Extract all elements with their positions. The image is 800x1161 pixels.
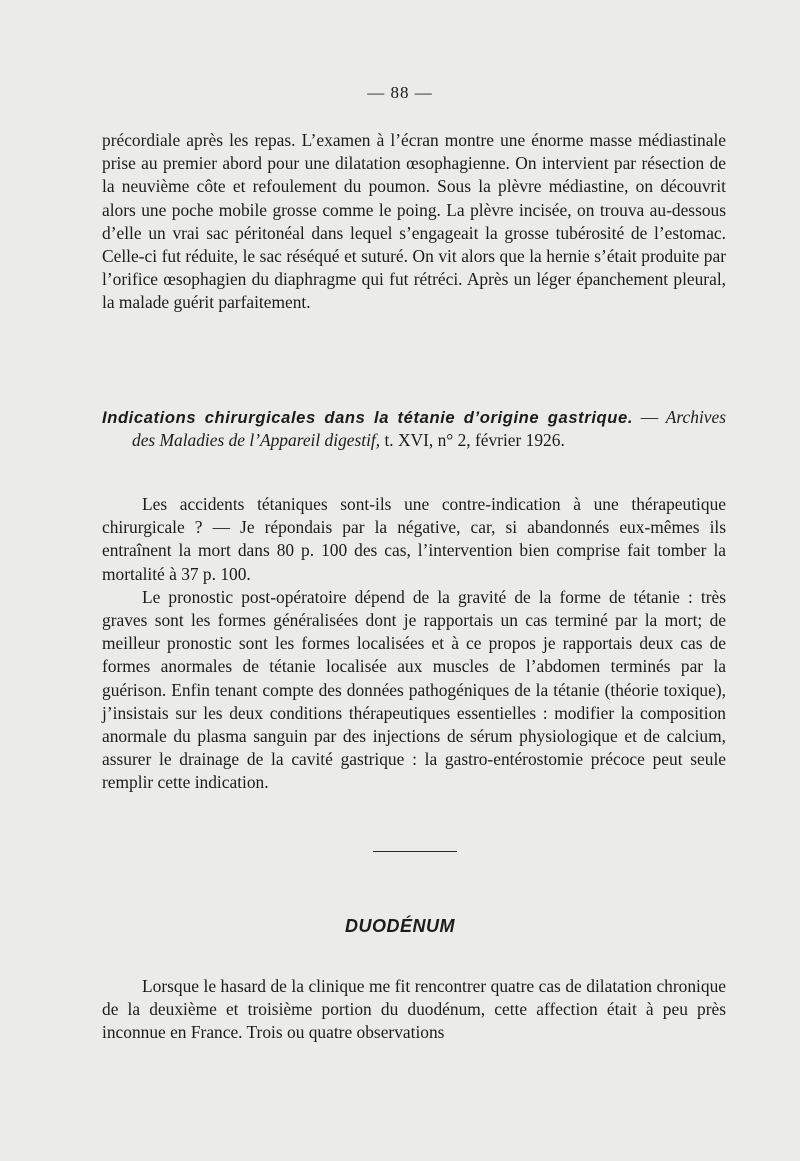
page-number: — 88 — [367,83,433,102]
section-heading: DUODÉNUM [345,916,455,936]
bibliographic-reference [102,406,726,452]
paragraph-text: Le pronostic post-opératoire dépend de la gravité de la forme de tétanie : très graves sont les formes généralisées dont je rapportais un cas terminé par la mort; de meilleur pronostic sont les formes localisées et à ce propos je rapportais deux cas de formes anormales de tétanie localisée aux muscles de l’abdomen terminés par la guérison. Enfin tenant compte des données pathogéniques de la tétanie (théorie toxique), j’insistais sur les deux conditions thérapeutiques essentielles : modifier la composition anormale du plasma sanguin par des injections de sérum physiologique et de calcium, assurer le drainage de la cavité gastrique : la gastro-entérostomie précoce peut seule remplir cette indication. [102,586,726,793]
section-divider [373,851,457,852]
reference-source: Archives des Maladies de l’Appareil digestif, [132,407,726,451]
paragraph-text: Lorsque le hasard de la clinique me fit rencontrer quatre cas de dilatation chronique de la deuxième et troisième portion du duodénum, cette affection était à peu près inconnue en France. Trois ou quatre observations [102,976,726,1043]
paragraph-text: précordiale après les repas. L’examen à l’écran montre une énorme masse médiastinale prise au premier abord pour une dilatation œsophagienne. On intervient par résection de la neuvième côte et refoulement du poumon. Sous la plèvre médiastine, on découvrit alors une poche mobile grosse comme le poing. La plèvre incisée, on trouva au-dessous d’elle un vrai sac péritonéal dans lequel s’engageait la grosse tubérosité de l’estomac. Celle-ci fut réduite, le sac réséqué et suturé. On vit alors que la hernie s’était produite par l’orifice œsophagien du diaphragme qui fut rétréci. Après un léger épanchement pleural, la malade guérit parfaitement. [102,130,726,313]
reference-entry [102,406,726,452]
paragraph-text: Les accidents tétaniques sont-ils une contre-indication à une thérapeutique chirurgicale ? — Je répondais par la négative, car, si abandonnés eux-mêmes ils entraînent la mort dans 80 p. 100 des cas, l’intervention bien comprise fait tomber la mortalité à 37 p. 100. [102,494,726,584]
reference-title: Indications chirurgicales dans la tétanie d’origine gastrique. [102,408,634,427]
reference-details: t. XVI, n° 2, février 1926. [380,430,565,451]
reference-dash: — [633,407,666,427]
duodenum-paragraph [102,975,726,1045]
paragraph-continuation [102,129,726,315]
tetanie-paragraphs [102,493,726,795]
